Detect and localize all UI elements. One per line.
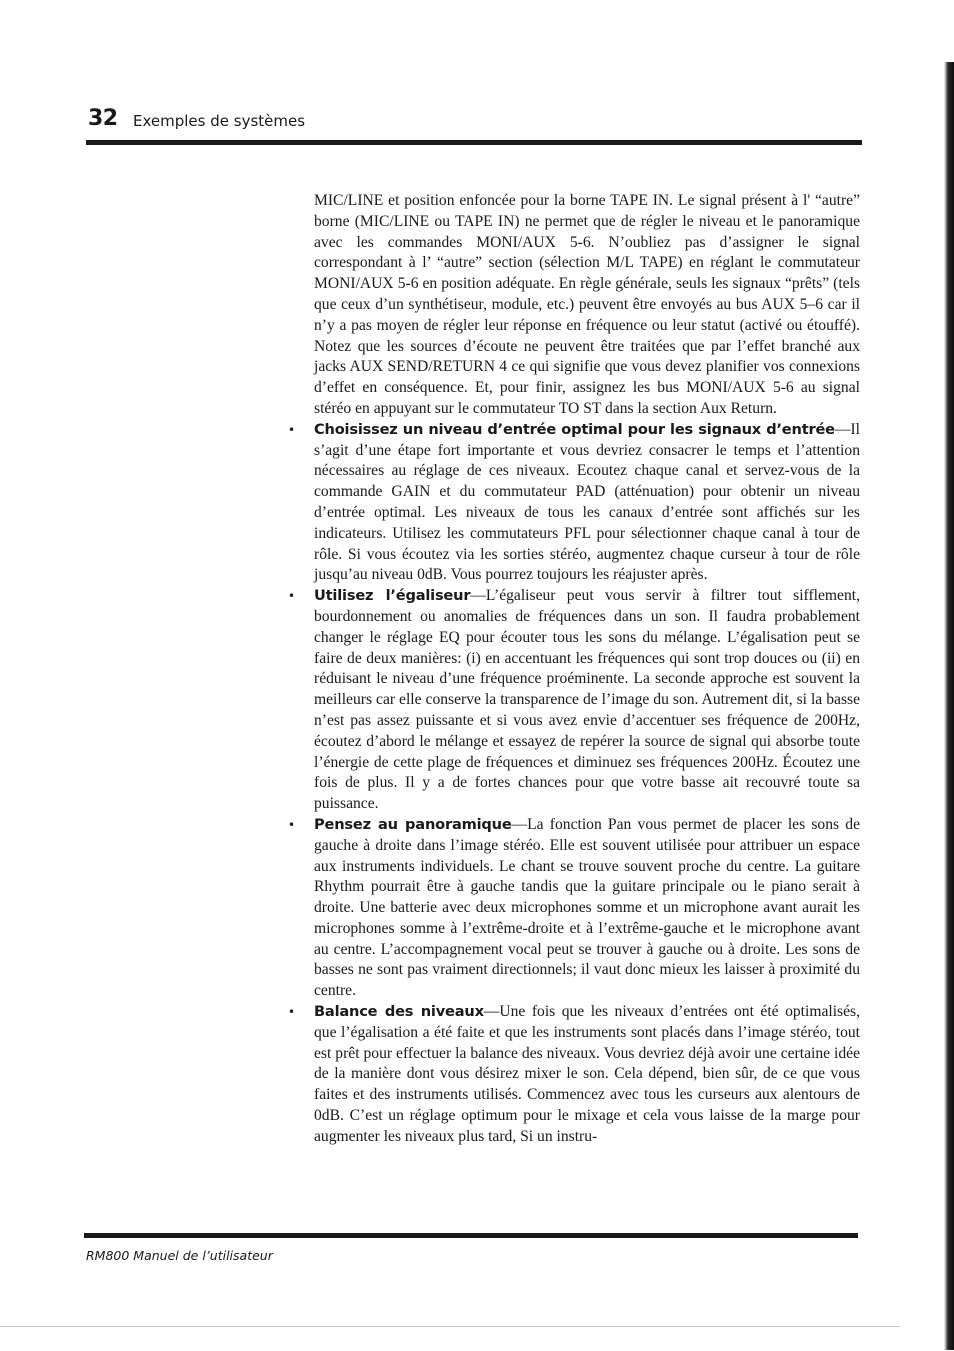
footer-manual-title: RM800 Manuel de l’utilisateur: [86, 1248, 273, 1263]
bullet-icon: •: [288, 1005, 296, 1020]
body-text: [288, 191, 860, 1148]
item-text: —L’égaliseur peut vous servir à filtrer tout sifflement, bourdonnement ou anomalies de fréquences dans un son. Il faudra probablement changer le réglage EQ pour écouter tous les sons du mélange. L’égalisation peut se faire de deux manières: (i) en accentuant les fréquences qui sont trop douces ou (ii) en réduisant le niveau d’une fréquence proéminente. La seconde approche est souvent la meilleurs car elle conserve la transparence de l’image du son. Autrement dit, si la basse n’est pas assez puissante et si vous avez envie d’accentuer ses fréquence de 200Hz, écoutez d’abord le mélange et essayez de repérer la source de signal qui absorbe toute l’énergie de cette plage de fréquences et diminuez ses fréquences 200Hz. Écoutez une fois de plus. Il y a de fortes chances pour que votre basse ait recouvré toute sa puissance.: [314, 587, 860, 813]
item-text: —Une fois que les niveaux d’entrées ont été optimalisés, que l’égalisation a été faite et que les instruments sont placés dans l’image stéréo, tout est prêt pour effectuer la balance des niveaux. Vous devriez déjà avoir une certaine idée de la manière dont vous désirez mixer le son. Cela dépend, bien sûr, de ce que vous faites et des instruments utilisés. Commencez avec tous les curseurs aux alentours de 0dB. C’est un réglage optimum pour le mixage et cela vous laisse de la marge pour augmenter les niveaux plus tard, Si un instru-: [314, 1003, 860, 1145]
page-number: 32: [88, 106, 118, 131]
intro-paragraph: MIC/LINE et position enfoncée pour la borne TAPE IN. Le signal présent à l' “autre” borne (MIC/LINE ou TAPE IN) ne permet que de régler le niveau et le panoramique avec les commandes MONI/AUX 5-6. N’oubliez pas d’assigner le signal correspondant à l’ “autre” section (sélection M/L TAPE) en réglant le commutateur MONI/AUX 5-6 en position adéquate. En règle générale, seuls les signaux “prêts” (tels que ceux d’un synthétiseur, module, etc.) peuvent être envoyés au bus AUX 5–6 car il n’y a pas moyen de régler leur réponse en fréquence ou leur statut (activé ou étouffé). Notez que les sources d’écoute ne peuvent être traitées que par l’effet branché aux jacks AUX SEND/RETURN 4 ce qui signifie que vous devez planifier vos connexions d’effet en conséquence. Et, pour finir, assignez les bus MONI/AUX 5-6 au signal stéréo en appuyant sur le commutateur TO ST dans la section Aux Return.: [314, 192, 860, 417]
scan-edge-shadow: [944, 62, 954, 1350]
item-heading: Balance des niveaux: [314, 1003, 484, 1021]
list-item: [288, 586, 860, 815]
section-title: Exemples de systèmes: [133, 112, 306, 130]
item-heading: Pensez au panoramique: [314, 815, 512, 833]
scan-artifact-line: [0, 1326, 900, 1327]
header-rule: [86, 140, 862, 145]
list-item: [288, 1002, 860, 1148]
item-text: —Il s’agit d’une étape fort importante et vous devriez consacrer le temps et l’attention nécessaires au réglage de ces niveaux. Ecoutez chaque canal et servez-vous de la commande GAIN et du commutateur PAD (atténuation) pour obtenir un niveau d’entrée optimal. Les niveaux de tous les canaux d’entrée sont affichés sur les indicateurs. Utilisez les commutateurs PFL pour sélectionner chaque canal à tour de rôle. Si vous écoutez via les sorties stéréo, augmentez chaque curseur à tour de rôle jusqu’au niveau 0dB. Vous pourrez toujours les réajuster après.: [314, 420, 860, 584]
list-item: [288, 815, 860, 1002]
footer-rule: [84, 1233, 858, 1238]
bullet-icon: •: [288, 422, 296, 437]
bullet-icon: •: [288, 589, 296, 604]
bullet-icon: •: [288, 817, 296, 832]
item-heading: Choisissez un niveau d’entrée optimal pour les signaux d’entrée: [314, 420, 835, 438]
item-heading: Utilisez l’égaliseur: [314, 587, 471, 605]
page-header: [86, 106, 862, 136]
list-item: [288, 420, 860, 586]
item-text: —La fonction Pan vous permet de placer les sons de gauche à droite dans l’image stéréo. Elle est souvent utilisée pour attribuer un espace aux instruments individuels. Le chant se trouve souvent proche du centre. La guitare Rhythm pourrait être à gauche tandis que la guitare principale ou le piano serait à droite. Une batterie avec deux microphones somme et un microphone avant aurait les microphones somme à l’extrême-droite et à l’extrême-gauche et le microphone avant au centre. L’accompagnement vocal peut se trouver à gauche ou à droite. Les sons de basses ne sont pas vraiment directionnels; il vaut donc mieux les laisser à proximité du centre.: [314, 815, 860, 1000]
